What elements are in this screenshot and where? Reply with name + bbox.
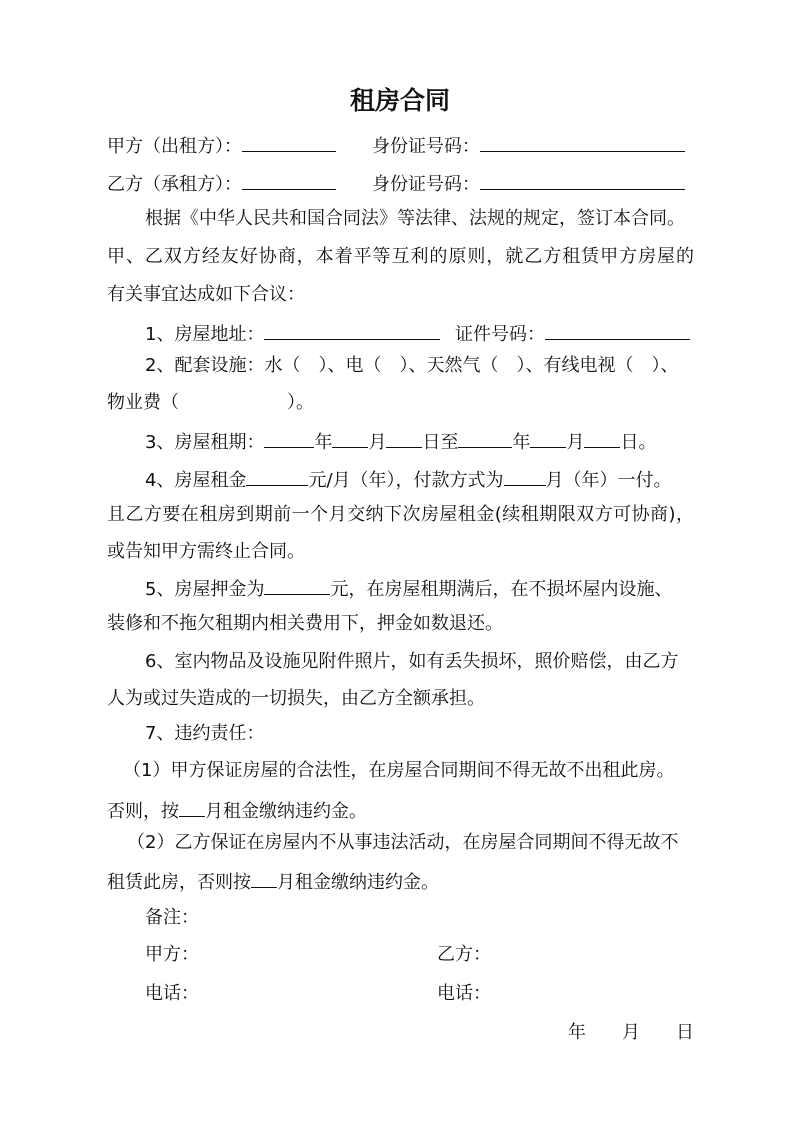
item-6-line-2: 人为或过失造成的一切损失，由乙方全额承担。 (107, 688, 485, 709)
year-label: 年 (512, 432, 531, 453)
item-7-2-line-1: （2）乙方保证在房屋内不从事违法活动，在房屋合同期间不得无故不 (127, 832, 679, 853)
item-7-1-line-1: （1）甲方保证房屋的合法性，在房屋合同期间不得无故不出租此房。 (123, 760, 675, 781)
party-a-row (107, 131, 694, 160)
sign-b-label: 乙方： (437, 944, 491, 965)
signature-row (107, 942, 694, 968)
start-month-blank[interactable] (332, 427, 368, 448)
party-b-label: 乙方（承租方）： (107, 174, 242, 195)
phone-a-label: 电话： (145, 983, 199, 1004)
party-b-id-group (372, 169, 685, 198)
date-line: 年 月 日 (568, 1022, 694, 1043)
party-a-blank[interactable] (242, 131, 336, 152)
cert-label: 证件号码： (455, 324, 545, 345)
end-year-blank[interactable] (458, 427, 512, 448)
day-end-label: 日。 (620, 432, 657, 453)
penalty-a-blank[interactable] (179, 796, 205, 817)
intro-line-1: 根据《中华人民共和国合同法》等法律、法规的规定，签订本合同。 (145, 208, 685, 229)
item-3-row (107, 427, 694, 456)
party-b-id-blank[interactable] (480, 169, 685, 190)
remarks-label: 备注： (145, 907, 199, 928)
item-7-2-line-2 (107, 867, 694, 896)
item-4-row (107, 465, 694, 494)
month-label: 月 (566, 432, 585, 453)
start-year-blank[interactable] (264, 427, 314, 448)
deposit-blank[interactable] (264, 574, 330, 595)
item-4-line-2: 且乙方要在租房到期前一个月交纳下次房屋租金(续租期限双方可协商)， (107, 504, 694, 525)
start-day-blank[interactable] (386, 427, 422, 448)
item-5-line-2: 装修和不拖欠租期内相关费用下，押金如数退还。 (107, 613, 503, 634)
item-2-line-1: 2、配套设施：水（ ）、电（ ）、天然气（ ）、有线电视（ ）、 (145, 355, 679, 376)
lease-term-label: 3、房屋租期： (145, 432, 265, 453)
item-5-row (107, 574, 694, 603)
party-b-row (107, 169, 694, 198)
party-b-blank[interactable] (242, 169, 336, 190)
penalty-b-prefix: 租赁此房，否则按 (107, 872, 251, 893)
address-blank[interactable] (264, 319, 440, 340)
party-b-id-label: 身份证号码： (372, 174, 480, 195)
end-month-blank[interactable] (530, 427, 566, 448)
rent-label: 4、房屋租金 (145, 470, 247, 491)
item-4-line-3: 或告知甲方需终止合同。 (107, 541, 305, 562)
end-day-blank[interactable] (584, 427, 620, 448)
item-1-row (107, 319, 694, 348)
penalty-b-suffix: 月租金缴纳违约金。 (277, 872, 439, 893)
deposit-suffix: 元，在房屋租期满后，在不损坏屋内设施、 (330, 579, 673, 600)
penalty-b-blank[interactable] (251, 867, 277, 888)
rent-suffix: 月（年）一付。 (545, 470, 672, 491)
year-label: 年 (314, 432, 333, 453)
pay-period-blank[interactable] (504, 465, 546, 486)
month-label: 月 (368, 432, 387, 453)
phone-b-label: 电话： (437, 983, 491, 1004)
item-7-heading: 7、违约责任： (145, 723, 265, 744)
address-label: 1、房屋地址： (145, 324, 265, 345)
cert-group (455, 319, 690, 348)
penalty-a-prefix: 否则，按 (107, 801, 179, 822)
party-a-id-blank[interactable] (480, 131, 685, 152)
phone-row (107, 981, 694, 1007)
rent-blank[interactable] (246, 465, 308, 486)
party-a-id-group (372, 131, 685, 160)
cert-blank[interactable] (545, 319, 690, 340)
intro-line-2: 甲、乙双方经友好协商，本着平等互利的原则，就乙方租赁甲方房屋的 (107, 246, 694, 267)
intro-line-3: 有关事宜达成如下合议： (107, 284, 305, 305)
rent-mid: 元/月（年），付款方式为 (308, 470, 504, 491)
penalty-a-suffix: 月租金缴纳违约金。 (205, 801, 367, 822)
party-a-label: 甲方（出租方）： (107, 136, 242, 157)
deposit-label: 5、房屋押金为 (145, 579, 265, 600)
item-2-line-2: 物业费（ ）。 (107, 392, 314, 413)
day-to-label: 日至 (422, 432, 459, 453)
sign-a-label: 甲方： (145, 944, 199, 965)
page-title: 租房合同 (349, 86, 450, 115)
party-a-id-label: 身份证号码： (372, 136, 480, 157)
item-6-line-1: 6、室内物品及设施见附件照片，如有丢失损坏，照价赔偿，由乙方 (145, 651, 679, 672)
item-7-1-line-2 (107, 796, 694, 825)
